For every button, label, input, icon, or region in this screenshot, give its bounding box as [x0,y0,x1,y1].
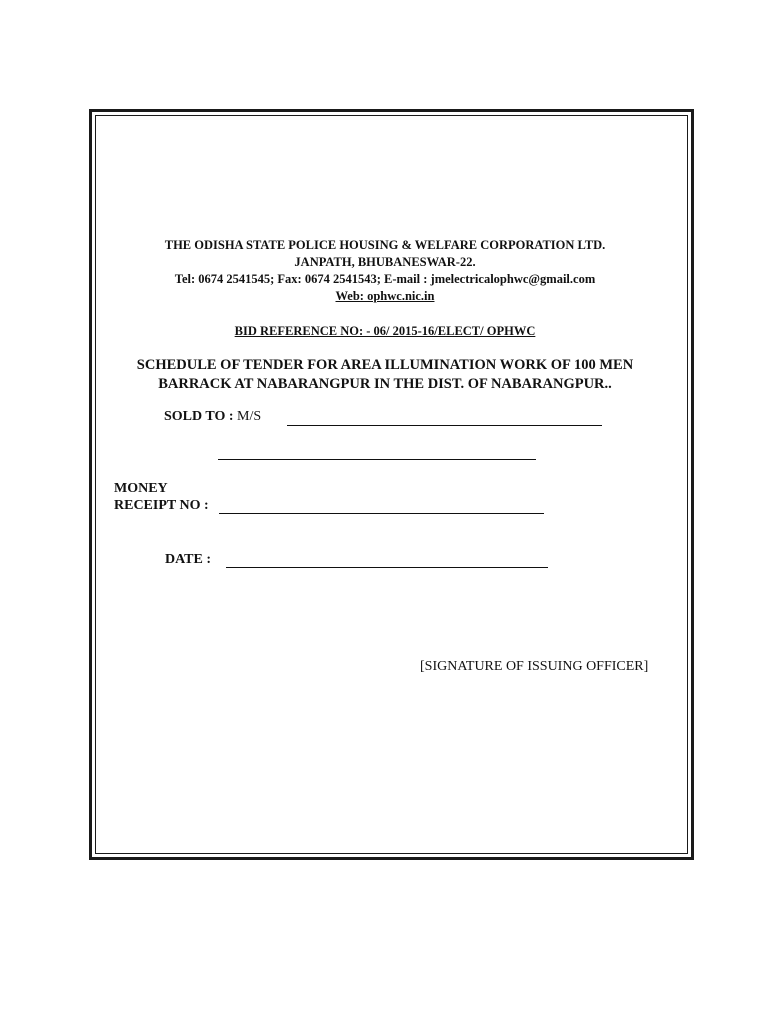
org-address: JANPATH, BHUBANESWAR-22. [294,255,476,269]
sold-to-second-blank-line [218,459,536,460]
date-blank-line [226,567,548,568]
receipt-no-label: RECEIPT NO : [114,498,209,513]
document-border [89,109,694,860]
sold-to-prefix: M/S [237,409,262,424]
org-name: THE ODISHA STATE POLICE HOUSING & WELFARE CORPORATION LTD. [164,238,606,252]
sold-to-row [164,409,261,425]
sold-to-blank-line [287,425,602,426]
money-label: MONEY [114,481,168,496]
receipt-no-blank-line [219,513,544,514]
org-web: Web: ophwc.nic.in [335,289,435,303]
sold-to-label: SOLD TO : [164,409,234,424]
signature-label: [SIGNATURE OF ISSUING OFFICER] [420,659,649,674]
schedule-title-line2: BARRACK AT NABARANGPUR IN THE DIST. OF NABARANGPUR.. [158,376,612,392]
date-label: DATE : [165,552,212,567]
org-contact: Tel: 0674 2541545; Fax: 0674 2541543; E-mail : jmelectricalophwc@gmail.com [174,272,596,286]
document-inner-border [95,115,688,854]
bid-reference: BID REFERENCE NO: - 06/ 2015-16/ELECT/ OPHWC [234,324,536,338]
schedule-title-line1: SCHEDULE OF TENDER FOR AREA ILLUMINATION WORK OF 100 MEN [136,357,634,373]
